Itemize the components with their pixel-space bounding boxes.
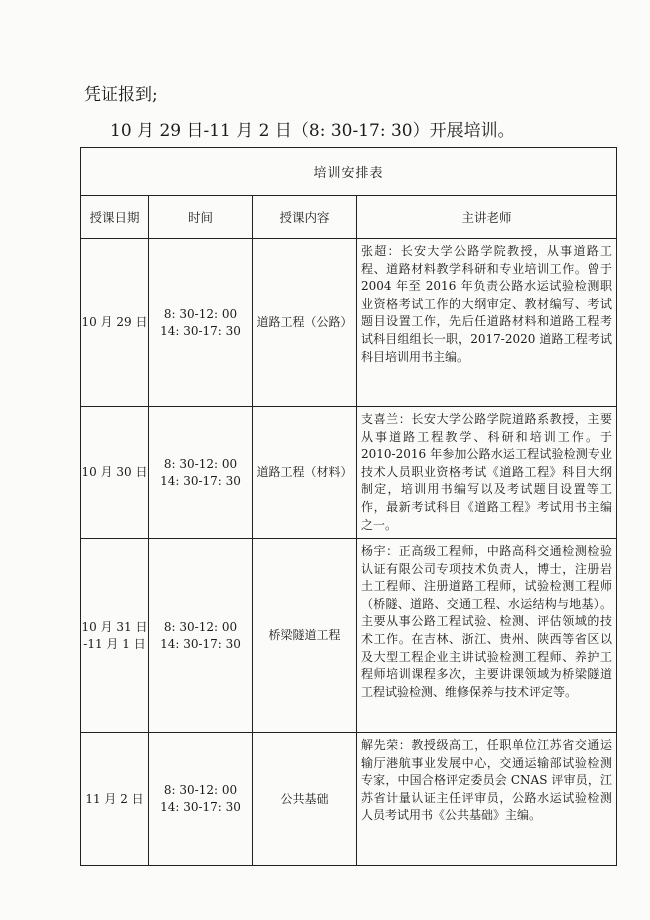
header-teacher: 主讲老师 xyxy=(357,196,617,239)
row-content: 公共基础 xyxy=(253,733,357,866)
row-time xyxy=(149,239,253,407)
time-morning: 8: 30-12: 00 xyxy=(163,783,238,797)
time-afternoon: 14: 30-17: 30 xyxy=(160,323,241,338)
table-row xyxy=(81,407,617,539)
training-schedule-table xyxy=(80,147,617,866)
time-afternoon: 14: 30-17: 30 xyxy=(160,473,241,488)
table-row xyxy=(81,733,617,866)
row-time xyxy=(149,733,253,866)
row-teacher: 杨宇：正高级工程师，中路高科交通检测检验认证有限公司专项技术负责人，博士，注册岩土工程师、注册道路工程师，试验检测工程师（桥隧、道路、交通工程、水运结构与地基）。主要从事公路工程试验、检测、评估领域的技术工作。在吉林、浙江、贵州、陕西等省区以及大型工程企业主讲试验检测工程师、养护工程师培训课程多次，主要讲课领域为桥梁隧道工程试验检测、维修保养与技术评定等。 xyxy=(357,539,617,733)
row-date: 11 月 2 日 xyxy=(81,733,149,866)
time-afternoon: 14: 30-17: 30 xyxy=(160,800,241,814)
row-teacher: 支喜兰：长安大学公路学院道路系教授，主要从事道路工程教学、科研和培训工作。于 2010-2016 年参加公路水运工程试验检测专业技术人员职业资格考试《道路工程》科目大纲制定，培训用书编写以及考试题目设置等工作，最新考试科目《道路工程》考试用书主编之一。 xyxy=(357,407,617,539)
intro-line-2: 10 月 29 日-11 月 2 日（8: 30-17: 30）开展培训。 xyxy=(110,121,515,141)
row-teacher: 解先荣：教授级高工，任职单位江苏省交通运输厅港航事业发展中心，交通运输部试验检测专家，中国合格评定委员会 CNAS 评审员，江苏省计量认证主任评审员，公路水运试验检测人员考试用书《公共基础》主编。 xyxy=(357,733,617,866)
row-time xyxy=(149,407,253,539)
time-morning: 8: 30-12: 00 xyxy=(163,619,238,634)
time-morning: 8: 30-12: 00 xyxy=(163,306,238,321)
row-teacher: 张超：长安大学公路学院教授，从事道路工程、道路材料教学科研和专业培训工作。曾于 2004 年至 2016 年负责公路水运试验检测职业资格考试工作的大纲审定、教材编写、考试题目设置工作，先后任道路材料和道路工程考试科目组组长一职，2017-2020 道路工程考试科目培训用书主编。 xyxy=(357,239,617,407)
header-time: 时间 xyxy=(149,196,253,239)
intro-line-1: 凭证报到; xyxy=(84,85,158,105)
row-date: 10 月 31 日 -11 月 1 日 xyxy=(81,539,149,733)
row-date: 10 月 30 日 xyxy=(81,407,149,539)
row-content: 桥梁隧道工程 xyxy=(253,539,357,733)
time-afternoon: 14: 30-17: 30 xyxy=(160,636,241,651)
header-content: 授课内容 xyxy=(253,196,357,239)
header-date: 授课日期 xyxy=(81,196,149,239)
row-date: 10 月 29 日 xyxy=(81,239,149,407)
table-row xyxy=(81,239,617,407)
row-content: 道路工程（公路） xyxy=(253,239,357,407)
table-header-row xyxy=(81,196,617,239)
row-time xyxy=(149,539,253,733)
table-row xyxy=(81,539,617,733)
row-content: 道路工程（材料） xyxy=(253,407,357,539)
table-title: 培训安排表 xyxy=(81,148,617,196)
time-morning: 8: 30-12: 00 xyxy=(163,456,238,471)
